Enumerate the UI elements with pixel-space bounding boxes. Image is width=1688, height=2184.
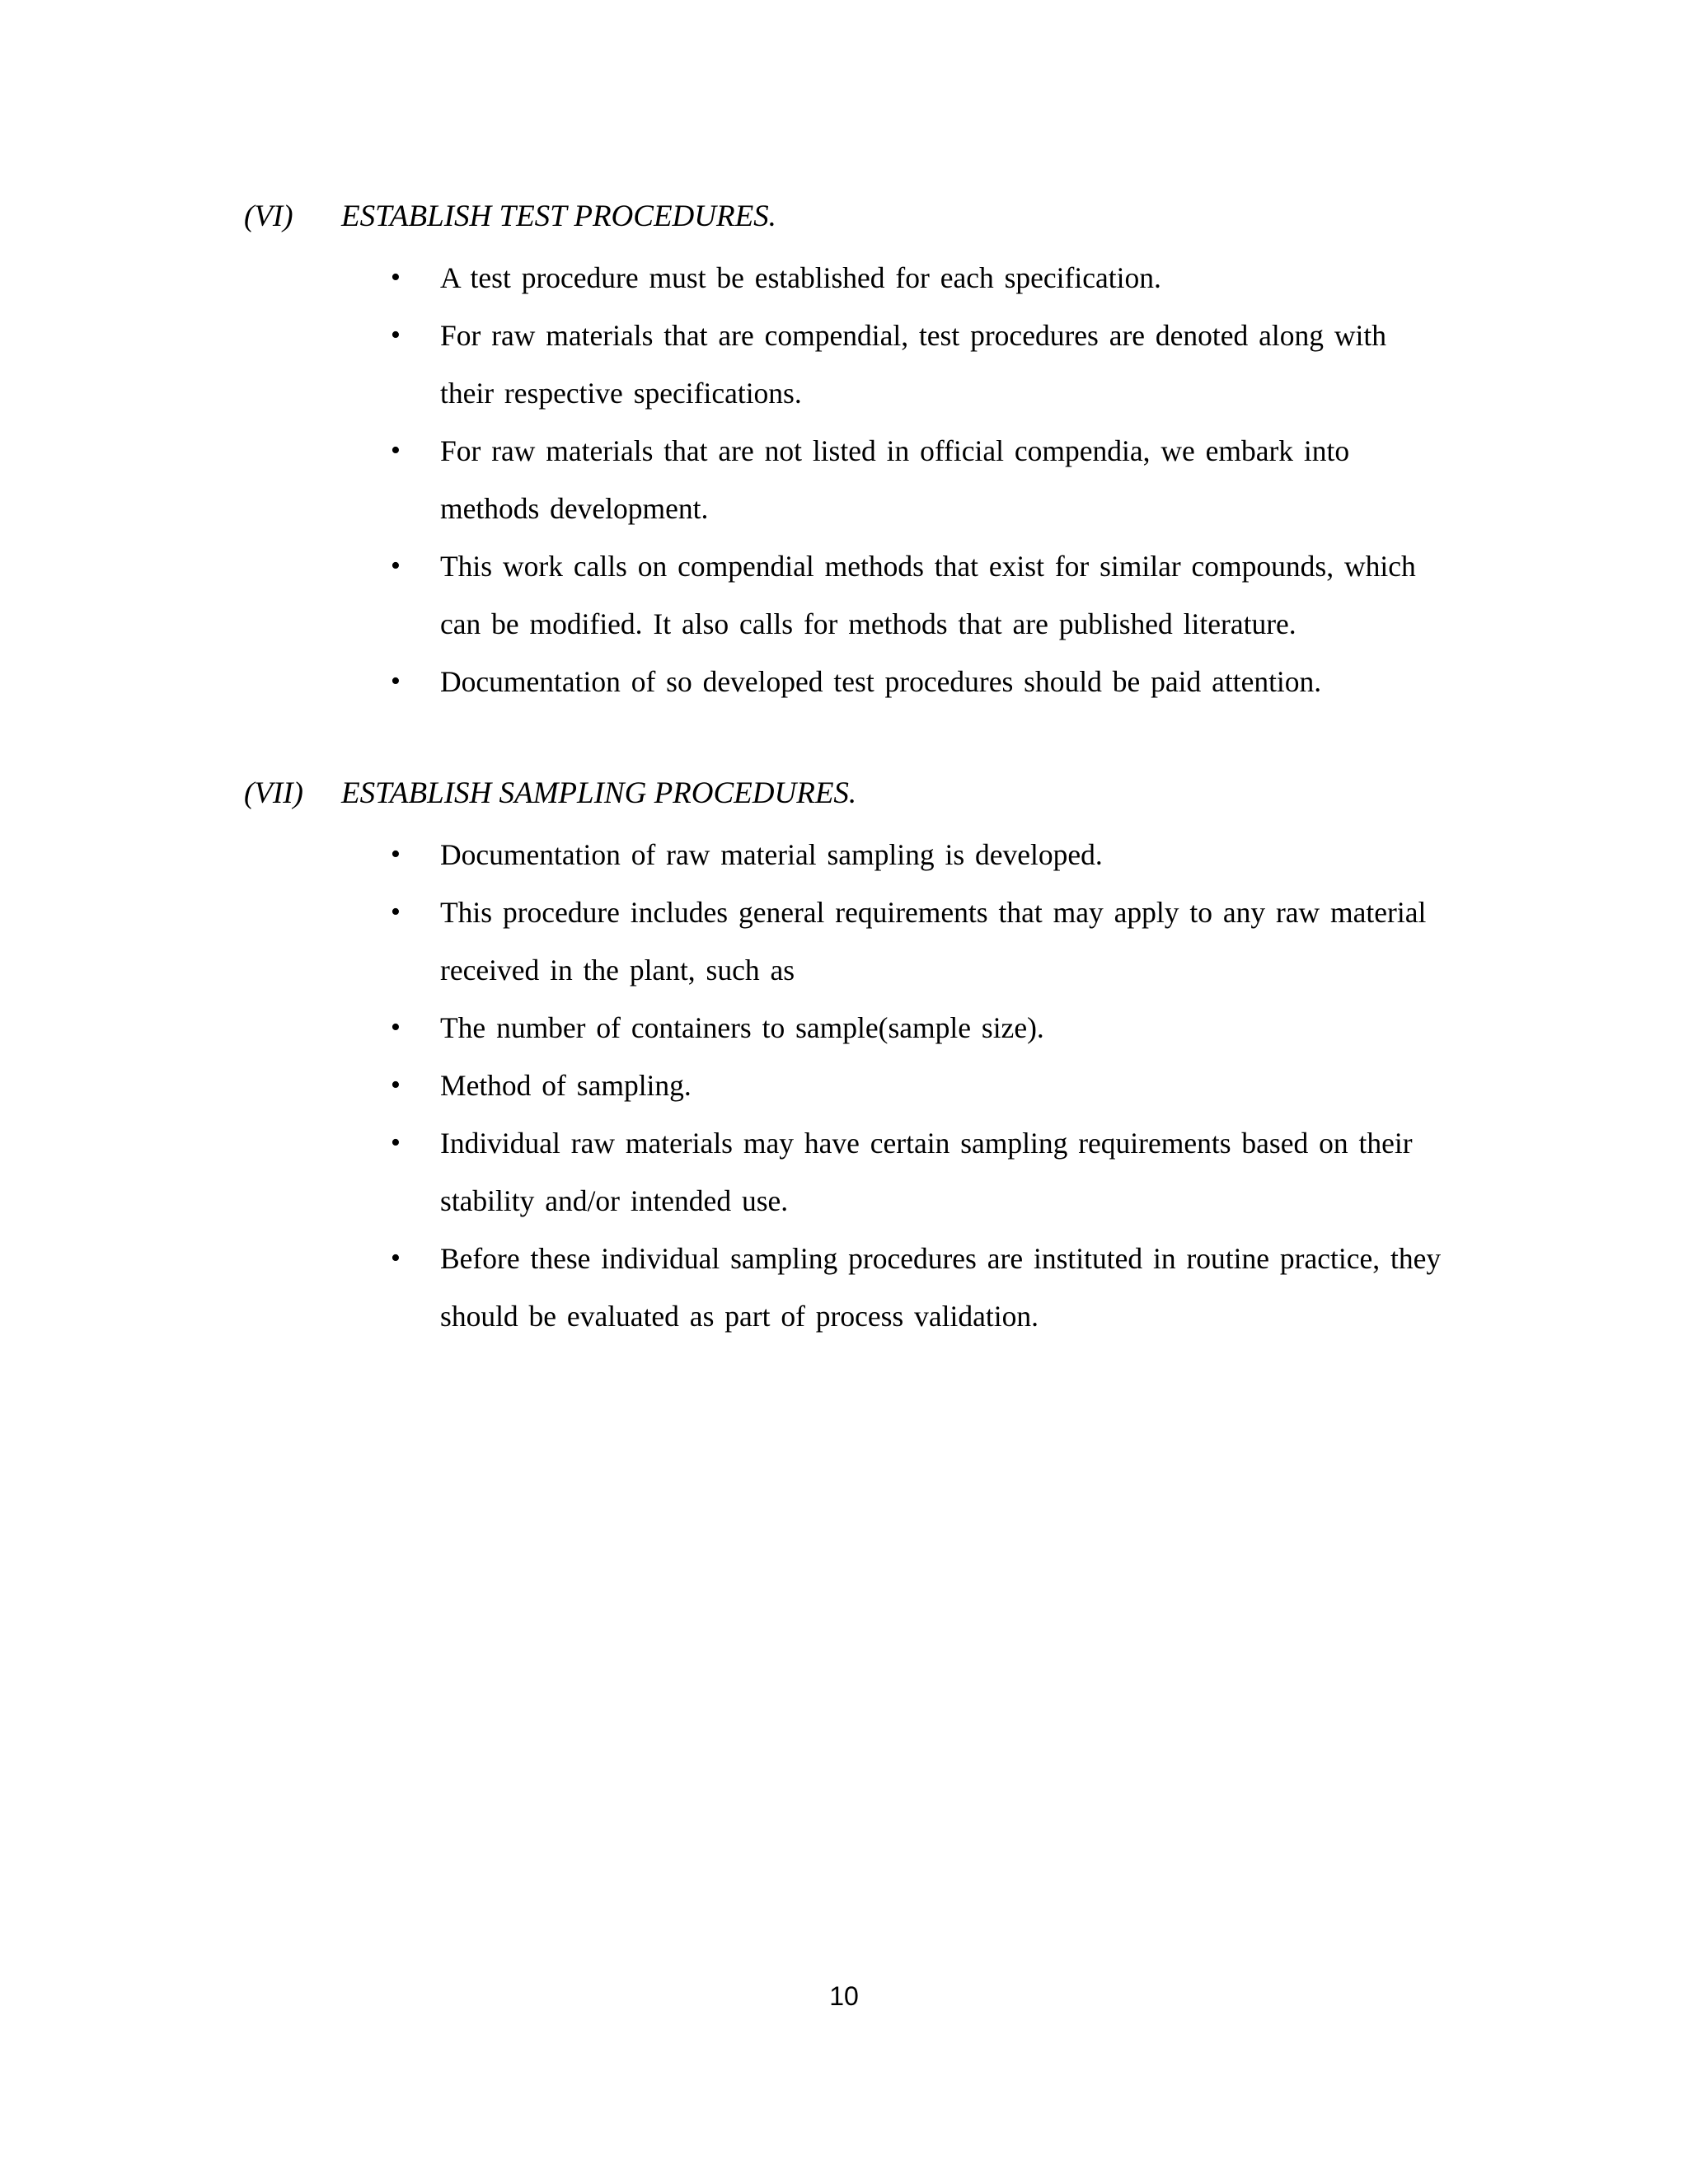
list-item bbox=[0, 307, 1446, 422]
section-heading bbox=[0, 768, 1688, 819]
list-item-text: This procedure includes general requirements that may apply to any raw material received in the plant, such as bbox=[440, 896, 1427, 987]
list-item bbox=[0, 999, 1446, 1057]
list-item bbox=[0, 1230, 1446, 1345]
bullet-icon: • bbox=[391, 897, 401, 927]
list-item bbox=[0, 1114, 1446, 1230]
bullet-icon: • bbox=[391, 839, 401, 869]
bullet-icon: • bbox=[391, 1243, 401, 1273]
section-heading bbox=[0, 191, 1688, 242]
list-item bbox=[0, 653, 1446, 710]
list-item bbox=[0, 883, 1446, 999]
bullet-icon: • bbox=[391, 320, 401, 350]
list-item-text: Individual raw materials may have certain sampling requirements based on their stability and/or intended use. bbox=[440, 1127, 1413, 1217]
list-item-text: Method of sampling. bbox=[440, 1069, 692, 1102]
list-item bbox=[0, 422, 1446, 537]
list-item-text: For raw materials that are not listed in official compendia, we embark into methods development. bbox=[440, 434, 1350, 525]
bullet-icon: • bbox=[391, 1012, 401, 1043]
section-numeral: (VI) bbox=[244, 199, 293, 233]
bullet-icon: • bbox=[391, 551, 401, 581]
section-title: ESTABLISH SAMPLING PROCEDURES. bbox=[341, 776, 857, 810]
bullet-icon: • bbox=[391, 262, 401, 293]
bullet-icon: • bbox=[391, 666, 401, 696]
list-item bbox=[0, 249, 1446, 307]
bullet-list bbox=[0, 826, 1688, 1345]
list-item bbox=[0, 826, 1446, 883]
section-title: ESTABLISH TEST PROCEDURES. bbox=[341, 199, 776, 233]
bullet-icon: • bbox=[391, 1127, 401, 1158]
list-item-text: The number of containers to sample(sample size). bbox=[440, 1011, 1044, 1044]
bullet-icon: • bbox=[391, 435, 401, 466]
list-item-text: Before these individual sampling procedures are instituted in routine practice, they should be evaluated as part of process validation. bbox=[440, 1242, 1442, 1333]
bullet-icon: • bbox=[391, 1070, 401, 1100]
list-item-text: A test procedure must be established for each specification. bbox=[440, 261, 1161, 294]
list-item bbox=[0, 1057, 1446, 1114]
list-item-text: For raw materials that are compendial, test procedures are denoted along with their respective specifications. bbox=[440, 319, 1387, 410]
list-item-text: Documentation of raw material sampling is developed. bbox=[440, 838, 1103, 871]
section-establish-sampling-procedures bbox=[0, 768, 1688, 1345]
list-item-text: Documentation of so developed test procedures should be paid attention. bbox=[440, 665, 1322, 698]
page-number: 10 bbox=[829, 1981, 859, 2011]
list-item bbox=[0, 537, 1446, 653]
section-establish-test-procedures bbox=[0, 191, 1688, 710]
bullet-list bbox=[0, 249, 1688, 710]
section-numeral: (VII) bbox=[244, 776, 303, 810]
list-item-text: This work calls on compendial methods that exist for similar compounds, which can be modified. It also calls for methods that are published literature. bbox=[440, 550, 1416, 640]
